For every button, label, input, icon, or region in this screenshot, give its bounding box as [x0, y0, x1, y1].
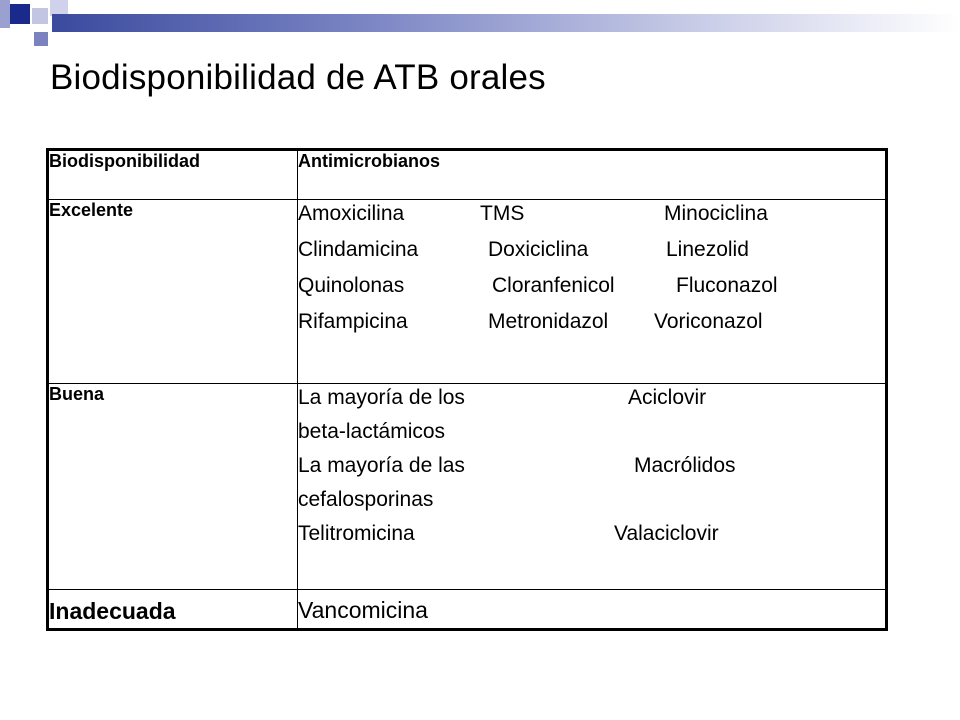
drug-name: Clindamicina — [298, 238, 419, 261]
drug-cell — [298, 200, 887, 384]
drug-name: TMS — [480, 202, 525, 225]
decor-square — [10, 4, 30, 24]
column-header-antimicrobials: Antimicrobianos — [298, 150, 887, 200]
page-title: Biodisponibilidad de ATB orales — [50, 58, 546, 97]
drug-name: Fluconazol — [676, 274, 778, 297]
column-header-bioavailability: Biodisponibilidad — [48, 150, 298, 200]
drug-cell — [298, 590, 887, 630]
drug-line — [298, 308, 885, 344]
row-label-buena: Buena — [48, 384, 298, 590]
drug-name: Aciclovir — [628, 386, 707, 409]
drug-name: Amoxicilina — [298, 202, 405, 225]
table-row — [48, 384, 887, 590]
drug-name: Macrólidos — [634, 454, 736, 477]
drug-line — [298, 272, 885, 308]
row-label-inadecuada: Inadecuada — [48, 590, 298, 630]
drug-name: Valaciclovir — [614, 522, 719, 545]
drug-line — [298, 384, 885, 452]
decor-square — [34, 32, 48, 46]
header-gradient-bar — [52, 14, 960, 32]
drug-line — [298, 236, 885, 272]
table-row — [48, 200, 887, 384]
table-header-row — [48, 150, 887, 200]
drug-cell — [298, 384, 887, 590]
drug-line — [298, 520, 885, 556]
drug-name: La mayoría de las cefalosporinas — [298, 454, 465, 511]
drug-name: Metronidazol — [488, 310, 609, 333]
drug-name: Linezolid — [666, 238, 749, 261]
bioavailability-table — [46, 148, 888, 631]
drug-name: Minociclina — [664, 202, 768, 225]
drug-name: Cloranfenicol — [492, 274, 615, 297]
drug-name: Telitromicina — [298, 522, 415, 545]
drug-name: Vancomicina — [298, 597, 428, 623]
decor-square — [0, 0, 10, 28]
decor-square — [32, 8, 48, 24]
drug-line — [298, 200, 885, 236]
drug-name: Rifampicina — [298, 310, 408, 333]
drug-line — [298, 452, 885, 520]
drug-name: Quinolonas — [298, 274, 405, 297]
row-label-excelente: Excelente — [48, 200, 298, 384]
drug-name: Doxiciclina — [488, 238, 589, 261]
table-row — [48, 590, 887, 630]
drug-name: Voriconazol — [654, 310, 763, 333]
drug-name: La mayoría de los beta-lactámicos — [298, 386, 465, 443]
